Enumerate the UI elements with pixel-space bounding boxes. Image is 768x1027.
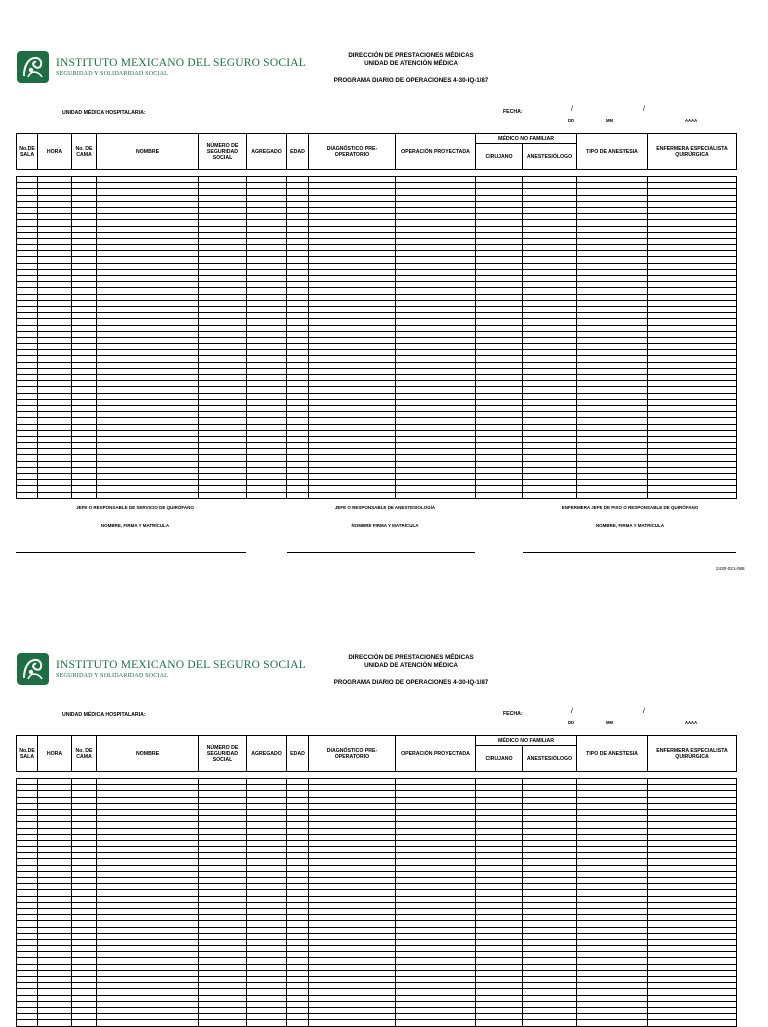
table-cell[interactable]: [309, 1020, 396, 1026]
date-label: FECHA:: [503, 109, 523, 115]
signature-2-line: [287, 552, 475, 553]
imss-emblem-icon: [16, 652, 50, 686]
col-sala: No.DE SALA: [17, 736, 38, 772]
signature-1-line: [16, 552, 246, 553]
operations-table: [16, 735, 737, 1027]
col-anestesiologo: ANESTESIÓLOGO: [523, 144, 577, 170]
col-medico-group: MÉDICO NO FAMILIAR: [476, 134, 577, 144]
year-label: AAAA: [685, 720, 698, 725]
col-anestesia: TIPO DE ANESTESIA: [577, 134, 648, 170]
date-separator: /: [643, 708, 645, 715]
signature-2-title: JEFE O RESPONSABLE DE ANESTESIOLOGÍA: [334, 505, 436, 510]
institution-name: INSTITUTO MEXICANO DEL SEGURO SOCIAL: [56, 658, 306, 671]
table-cell[interactable]: [247, 1020, 287, 1026]
imss-logo: [16, 50, 306, 84]
header-unit: UNIDAD DE ATENCIÓN MÉDICA: [364, 60, 458, 67]
program-title: PROGRAMA DIARIO DE OPERACIONES 4-30-IQ-1/87: [333, 679, 489, 686]
unit-label: UNIDAD MÉDICA HOSPITALARIA:: [62, 110, 146, 116]
col-hora: HORA: [38, 736, 72, 772]
table-cell[interactable]: [287, 1020, 309, 1026]
table-cell[interactable]: [97, 492, 199, 498]
table-cell[interactable]: [38, 492, 72, 498]
col-edad: EDAD: [287, 134, 309, 170]
col-edad: EDAD: [287, 736, 309, 772]
institution-tagline: SEGURIDAD Y SOLIDARIDAD SOCIAL: [56, 69, 169, 77]
date-separator: /: [571, 708, 573, 715]
unit-label: UNIDAD MÉDICA HOSPITALARIA:: [62, 712, 146, 718]
col-agregado: AGREGADO: [247, 134, 287, 170]
day-label: DD: [568, 118, 575, 123]
institution-tagline: SEGURIDAD Y SOLIDARIDAD SOCIAL: [56, 671, 169, 679]
table-row: [17, 492, 737, 498]
col-cama: No. DE CAMA: [72, 736, 97, 772]
table-cell[interactable]: [476, 492, 523, 498]
col-nombre: NOMBRE: [97, 134, 199, 170]
month-label: MM: [606, 118, 613, 123]
year-label: AAAA: [685, 118, 698, 123]
date-separator: /: [643, 106, 645, 113]
col-anestesiologo: ANESTESIÓLOGO: [523, 746, 577, 772]
signature-3-title: ENFERMERA JEFE DE PISO O RESPONSABLE DE QUIRÓFANO: [561, 505, 699, 510]
table-cell[interactable]: [523, 492, 577, 498]
table-cell[interactable]: [396, 492, 476, 498]
signature-2-subtitle: NOMBRE FIRMA Y MATRÍCULA: [351, 523, 419, 528]
operations-table: [16, 133, 737, 499]
form-page-2: [0, 602, 768, 1024]
table-cell[interactable]: [72, 1020, 97, 1026]
header-unit: UNIDAD DE ATENCIÓN MÉDICA: [364, 662, 458, 669]
table-row: [17, 1020, 737, 1026]
col-cirujano: CIRUJANO: [476, 144, 523, 170]
table-cell[interactable]: [199, 492, 247, 498]
table-cell[interactable]: [523, 1020, 577, 1026]
table-cell[interactable]: [577, 492, 648, 498]
signature-3-line: [523, 552, 736, 553]
month-label: MM: [606, 720, 613, 725]
col-anestesia: TIPO DE ANESTESIA: [577, 736, 648, 772]
table-cell[interactable]: [97, 1020, 199, 1026]
col-diagnostico: DIAGNÓSTICO PRE-OPERATORIO: [309, 736, 396, 772]
col-nss: NÚMERO DE SEGURIDAD SOCIAL: [199, 134, 247, 170]
col-enfermera: ENFERMERA ESPECIALISTA QUIRÚRGICA: [648, 736, 737, 772]
table-cell[interactable]: [17, 492, 38, 498]
col-hora: HORA: [38, 134, 72, 170]
table-cell[interactable]: [648, 492, 737, 498]
table-cell[interactable]: [72, 492, 97, 498]
col-nss: NÚMERO DE SEGURIDAD SOCIAL: [199, 736, 247, 772]
table-cell[interactable]: [199, 1020, 247, 1026]
header-direction: DIRECCIÓN DE PRESTACIONES MÉDICAS: [348, 52, 474, 59]
col-operacion: OPERACIÓN PROYECTADA: [396, 134, 476, 170]
table-cell[interactable]: [309, 492, 396, 498]
institution-name: INSTITUTO MEXICANO DEL SEGURO SOCIAL: [56, 56, 306, 69]
signature-1-title: JEFE O RESPONSABLE DE SERVICIO DE QUIRÓFANO: [76, 505, 194, 510]
form-code: 2430-021-068: [716, 566, 745, 571]
table-cell[interactable]: [38, 1020, 72, 1026]
table-cell[interactable]: [577, 1020, 648, 1026]
signature-3-subtitle: NOMBRE, FIRMA Y MATRÍCULA: [595, 523, 665, 528]
date-label: FECHA:: [503, 711, 523, 717]
table-cell[interactable]: [17, 1020, 38, 1026]
day-label: DD: [568, 720, 575, 725]
date-separator: /: [571, 106, 573, 113]
signature-1-subtitle: NOMBRE, FIRMA Y MATRÍCULA: [100, 523, 170, 528]
imss-emblem-icon: [16, 50, 50, 84]
program-title: PROGRAMA DIARIO DE OPERACIONES 4-30-IQ-1/87: [333, 77, 489, 84]
col-diagnostico: DIAGNÓSTICO PRE-OPERATORIO: [309, 134, 396, 170]
table-cell[interactable]: [476, 1020, 523, 1026]
col-cirujano: CIRUJANO: [476, 746, 523, 772]
col-operacion: OPERACIÓN PROYECTADA: [396, 736, 476, 772]
table-cell[interactable]: [247, 492, 287, 498]
col-sala: No.DE SALA: [17, 134, 38, 170]
header-direction: DIRECCIÓN DE PRESTACIONES MÉDICAS: [348, 654, 474, 661]
col-enfermera: ENFERMERA ESPECIALISTA QUIRÚRGICA: [648, 134, 737, 170]
col-nombre: NOMBRE: [97, 736, 199, 772]
table-cell[interactable]: [648, 1020, 737, 1026]
imss-logo: [16, 652, 306, 686]
table-cell[interactable]: [287, 492, 309, 498]
col-cama: No. DE CAMA: [72, 134, 97, 170]
col-medico-group: MÉDICO NO FAMILIAR: [476, 736, 577, 746]
col-agregado: AGREGADO: [247, 736, 287, 772]
table-cell[interactable]: [396, 1020, 476, 1026]
